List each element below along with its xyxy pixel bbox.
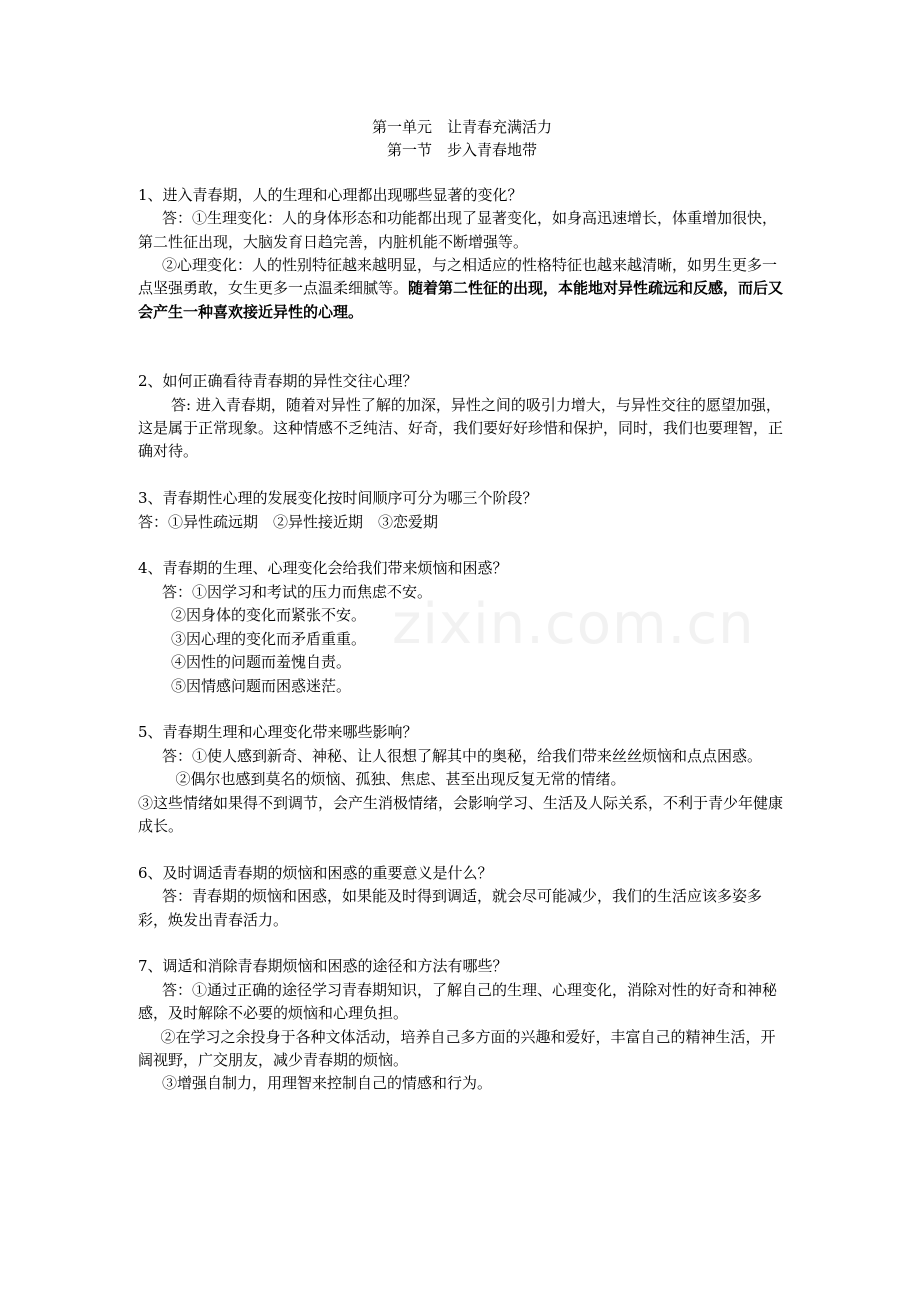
question-6: 6、及时调适青春期的烦恼和困惑的重要意义是什么？ (138, 863, 493, 882)
answer-4-item: ⑤因情感问题而困惑迷茫。 (171, 676, 352, 695)
section-title: 第一节 步入青春地带 (386, 141, 537, 160)
unit-title: 第一单元 让青春充满活力 (371, 118, 552, 136)
question-4: 4、青春期的生理、心理变化会给我们带来烦恼和困惑？ (138, 559, 508, 578)
answer-7-item: ②在学习之余投身于各种文体活动，培养自己多方面的兴趣和爱好，丰富自己的精神生活，开阔视野，广交朋友，减少青春期的烦恼。 (138, 1027, 776, 1069)
watermark: zixin.com.cn (392, 592, 755, 657)
answer-5-item: ③这些情绪如果得不到调节，会产生消极情绪，会影响学习、生活及人际关系，不利于青少年健康成长。 (138, 793, 784, 835)
answer-7-item: 答：①通过正确的途径学习青春期知识，了解自己的生理、心理变化，消除对性的好奇和神秘感，及时解除不必要的烦恼和心理负担。 (138, 980, 778, 1023)
question-5: 5、青春期生理和心理变化带来哪些影响？ (138, 723, 418, 742)
answer-5-item: 答：①使人感到新奇、神秘、让人很想了解其中的奥秘，给我们带来丝丝烦恼和点点困惑。 (162, 746, 763, 765)
answer-4-item: ③因心理的变化而矛盾重重。 (171, 629, 367, 648)
answer-4-item: ④因性的问题而羞愧自责。 (171, 653, 352, 672)
answer-1-bold-text: 随着第二性征的出现，本能地对异性疏远和反感，而后又会产生一种喜欢接近异性的心理。 (138, 279, 784, 321)
answer-4-item: 答：①因学习和考试的压力而焦虑不安。 (162, 582, 433, 601)
document-page (138, 108, 786, 1096)
answer-7-item: ③增强自制力，用理智来控制自己的情感和行为。 (162, 1074, 493, 1093)
answer-3: 答：①异性疏远期 ②异性接近期 ③恋爱期 (138, 512, 439, 531)
question-3: 3、青春期性心理的发展变化按时间顺序可分为哪三个阶段？ (138, 489, 538, 508)
answer-1-psychological (138, 254, 786, 324)
question-1: 1、进入青春期，人的生理和心理都出现哪些显著的变化？ (138, 185, 523, 204)
answer-5-item: ②偶尔也感到莫名的烦恼、孤独、焦虑、甚至出现反复无常的情绪。 (175, 770, 626, 789)
answer-2: 答: 进入青春期，随着对异性了解的加深，异性之间的吸引力增大，与异性交往的愿望加强，这是属于正常现象。这种情感不乏纯洁、好奇，我们要好好珍惜和保护，同时，我们也要理智，正确对待。 (138, 395, 784, 461)
answer-1-physical: 答：①生理变化：人的身体形态和功能都出现了显著变化，如身高迅速增长，体重增加很快，第二性征出现，大脑发育日趋完善，内脏机能不断增强等。 (138, 209, 778, 251)
answer-6: 答：青春期的烦恼和困惑，如果能及时得到调适，就会尽可能减少，我们的生活应该多姿多彩，焕发出青春活力。 (138, 887, 763, 929)
question-2: 2、如何正确看待青春期的异性交往心理？ (138, 372, 418, 391)
question-7: 7、调适和消除青春期烦恼和困惑的途径和方法有哪些？ (138, 957, 508, 976)
answer-4-item: ②因身体的变化而紧张不安。 (171, 606, 367, 625)
answer-1-psychological-text: ②心理变化：人的性别特征越来越明显，与之相适应的性格特征也越来越清晰，如男生更多一点坚强勇敢，女生更多一点温柔细腻等。 (138, 256, 778, 298)
